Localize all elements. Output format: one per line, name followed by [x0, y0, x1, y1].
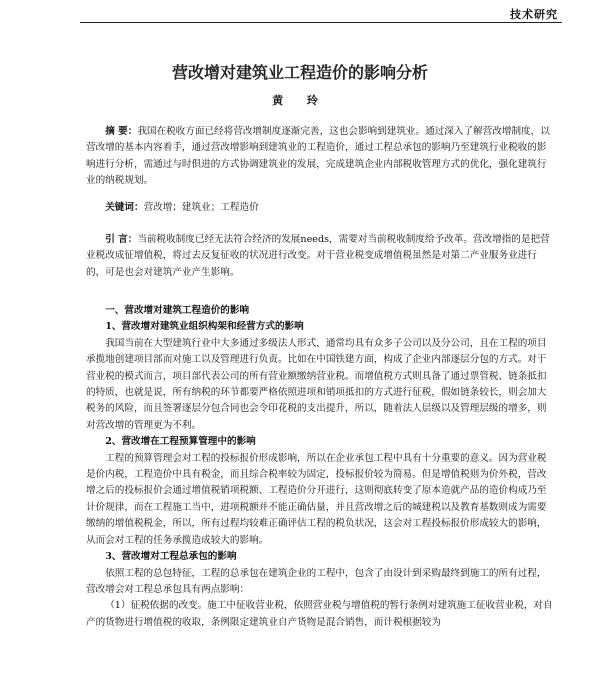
subsection-2-heading: 2、营改增在工程预算管理中的影响 [105, 436, 256, 448]
intro-text: 当前税收制度已经无法符合经济的发展needs，需要对当前税收制度给予改革。营改增指的是把营业税改成征增值税，将过去反复征收的状况进行改变。对于营业税变成增值税虽然是对第二产业服务业进行的，可是也会对建筑产业产生影响。 [86, 234, 550, 278]
intro-label: 引 言： [105, 234, 138, 245]
abstract [86, 124, 554, 190]
subsection-3-heading: 3、营改增对工程总承包的影响 [105, 551, 237, 563]
keywords [86, 200, 554, 216]
subsection-2-paragraph: 工程的预算管理会对工程的投标报价形成影响，所以在企业承包工程中具有十分重要的意义。因为营业税是价内税，工程造价中具有税金，而且综合税率较为固定，投标报价较为简易。但是增值税则为价外税，营改增之后的投标报价会通过增值税销项税额、工程造价分开进行，这则彻底转变了原本造就产品的造价构成乃至计价规律，而在工程施工当中，进项税额并不能正确估量，并且营改增之后的城建税以及教育基数则成为需要缴纳的增值税税金，所以，所有过程均较难正确评估工程的税负状况，这会对工程投标报价形成较大的影响，从而会对工程的任务承揽造成较大的影响。 [86, 452, 547, 546]
subsection-1-heading: 1、营改增对建筑业组织构架和经营方式的影响 [105, 321, 304, 333]
subsection-3-paragraph: 依照工程的总包特征，工程的总承包在建筑企业的工程中，包含了由设计到采购最终到施工的所有过程，营改增会对工程总承包具有两点影响： [86, 567, 547, 595]
keywords-label: 关键词： [105, 202, 144, 213]
abstract-label: 摘 要： [105, 126, 138, 137]
section-1-heading: 一、营改增对建筑工程造价的影响 [105, 305, 250, 316]
header-rule [80, 22, 562, 23]
subsection-3-item-1: （1）征税依据的改变。施工中征收营业税，依照营业税与增值税的暂行条例对建筑施工征收营业税，对自产的货物进行增值税的收取，条例限定建筑业自产货物是混合销售，而计税根据较为 [86, 600, 553, 628]
abstract-text: 我国在税收方面已经将营改增制度逐渐完善，这也会影响到建筑业。通过深入了解营改增制度，以营改增的基本内容着手，通过营改增影响到建筑业的工程造价，通过工程总承包的影响乃至建筑行业税收的影响进行分析，需通过与时俱进的方式协调建筑业的发展，完成建筑企业内部税收管理方式的优化，强化建筑行业的纳税规划。 [86, 126, 550, 187]
introduction [86, 232, 554, 281]
keywords-text: 营改增；建筑业；工程造价 [143, 202, 259, 213]
subsection-1-paragraph: 我国当前在大型建筑行业中大多通过多级法人形式，通常均具有众多子公司以及分公司，且在工程的项目承揽地创建项目部而对施工以及管理进行负责。比如在中国铁建方面，构成了企业内部逐层分包的方式。对于营业税的模式而言，项目部代表公司的所有营业额缴纳营业税。而增值税方式则具备了通过票管税、链条抵扣的特质，也就是说，所有纳税的环节都要严格依照进项和销项抵扣的方式进行征税，假如链条较长，则会加大税务的风险，而且签署逐层分包合同也会令印花税的支出提升，所以，随着法人层级以及管理层级的增多，则对营改增的管理更为不利。 [86, 337, 547, 431]
section-1 [86, 303, 554, 631]
article-title: 营改增对建筑业工程造价的影响分析 [171, 63, 428, 82]
article-author: 黄 玲 [272, 94, 328, 107]
section-label: 技术研究 [510, 8, 558, 21]
